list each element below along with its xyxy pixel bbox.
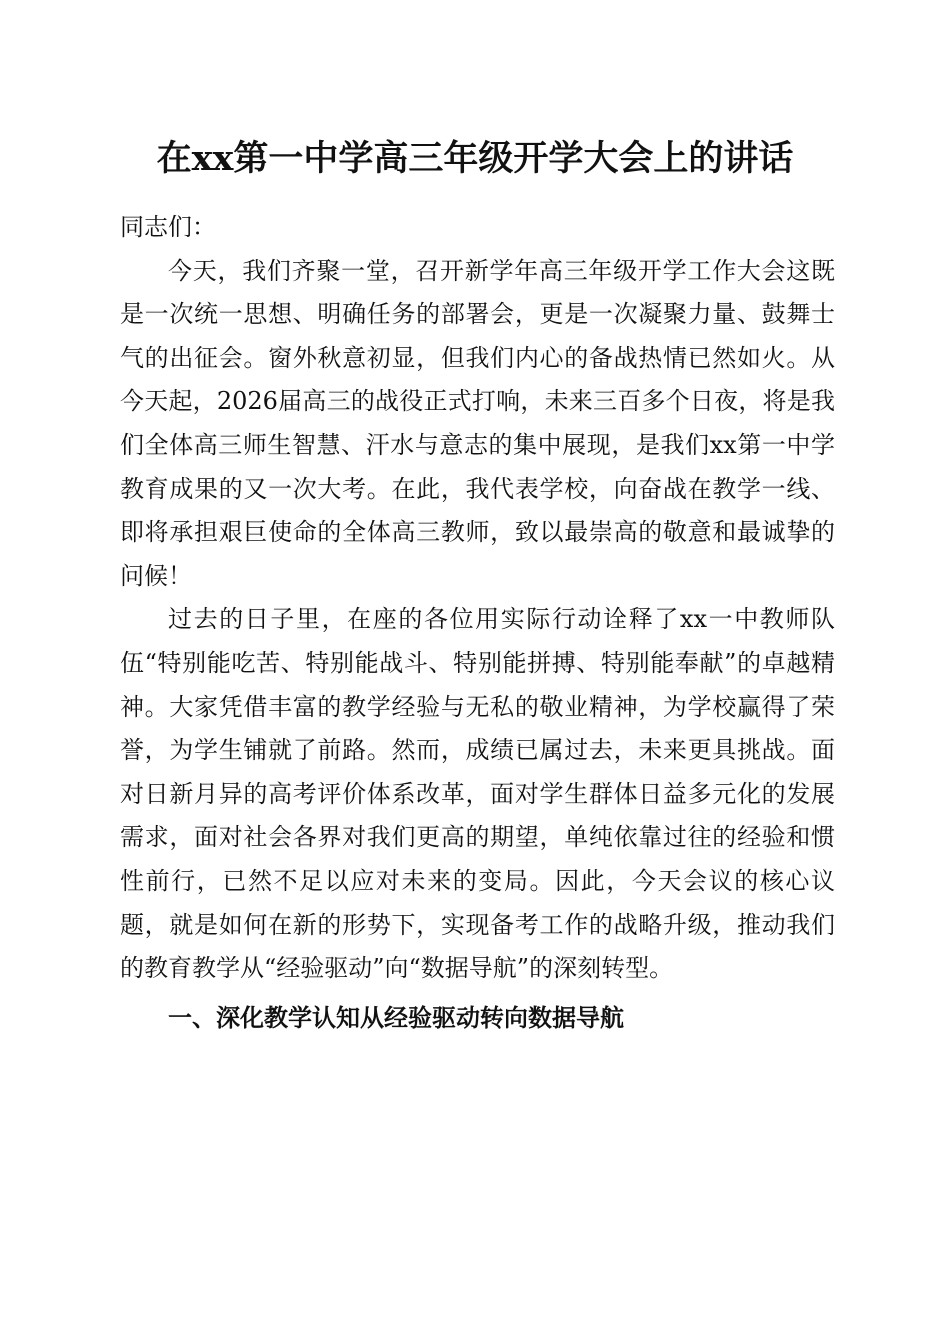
document-body [120, 206, 835, 1045]
document-title: 在xx第一中学高三年级开学大会上的讲话 [156, 138, 794, 179]
salutation: 同志们： [120, 213, 216, 241]
section-heading-1: 一、深化教学认知从经验驱动转向数据导航 [168, 1003, 624, 1032]
paragraph-review: 过去的日子里，在座的各位用实际行动诠释了xx一中教师队伍“特别能吃苦、特别能战斗、特别能拼搏、特别能奉献”的卓越精神。大家凭借丰富的教学经验与无私的敬业精神，为学校赢得了荣誉，为学生铺就了前路。然而，成绩已属过去，未来更具挑战。面对日新月异的高考评价体系改革，面对学生群体日益多元化的发展需求，面对社会各界对我们更高的期望，单纯依靠过往的经验和惯性前行，已然不足以应对未来的变局。因此，今天会议的核心议题，就是如何在新的形势下，实现备考工作的战略升级，推动我们的教育教学从“经验驱动”向“数据导航”的深刻转型。 [120, 605, 835, 983]
paragraph-opening: 今天，我们齐聚一堂，召开新学年高三年级开学工作大会这既是一次统一思想、明确任务的部署会，更是一次凝聚力量、鼓舞士气的出征会。窗外秋意初显，但我们内心的备战热情已然如火。从今天起，2026届高三的战役正式打响，未来三百多个日夜，将是我们全体高三师生智慧、汗水与意志的集中展现，是我们xx第一中学教育成果的又一次大考。在此，我代表学校，向奋战在教学一线、即将承担艰巨使命的全体高三教师，致以最崇高的敬意和最诚挚的问候！ [120, 256, 835, 590]
